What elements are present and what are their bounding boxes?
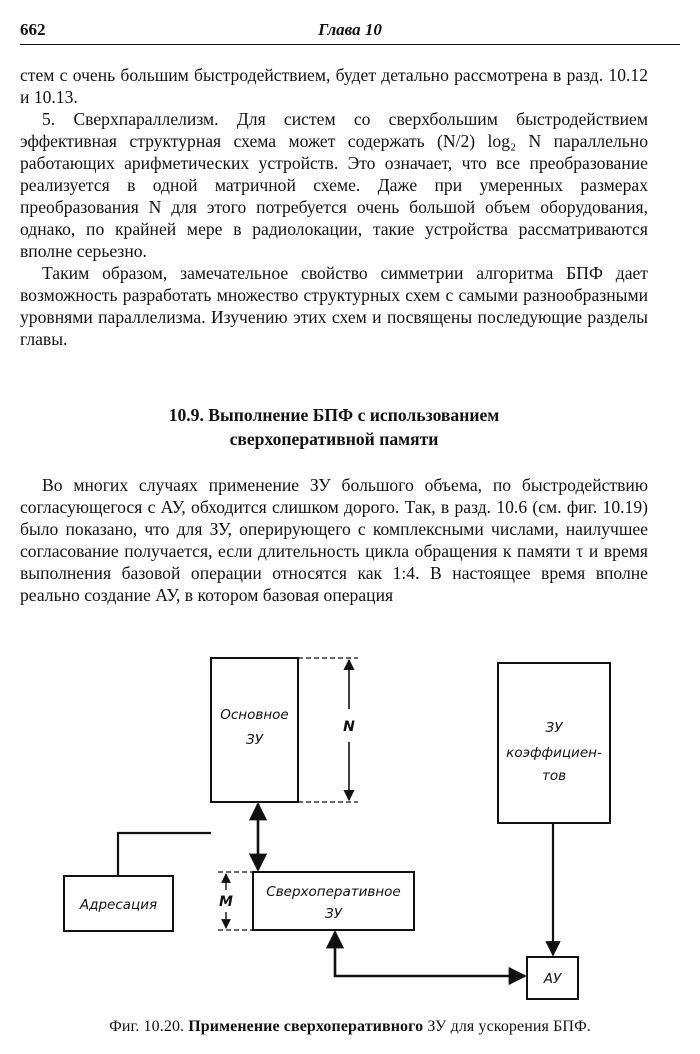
page-number: 662 (20, 20, 46, 39)
cache-memory-label-1: Сверхоперативное (266, 884, 401, 900)
addressing-line (118, 833, 211, 876)
caption-bold: Применение сверхоперативного (188, 1018, 424, 1035)
addressing-label: Адресация (79, 897, 158, 913)
cache-memory-label-2: ЗУ (325, 906, 342, 922)
alu-label: АУ (543, 971, 562, 987)
section-title-line: 10.9. Выполнение БПФ с использованием (168, 405, 500, 425)
cache-alu-bus (335, 932, 525, 976)
running-head: Глава 10 (318, 20, 382, 39)
paragraph: Во многих случаях применение ЗУ большого объема, по быстродействию согласующегося с АУ, обходится слишком дорого. Так, в разд. 10.6 (см. фиг. 10.19) было показано, что для ЗУ, оперирующего с комплексными числами, наилучшее согласование получается, если длительность цикла обращения к памяти τ и время выполнения базовой операции относятся как 1:4. В настоящее время вполне реально создание АУ, в котором базовая операция (20, 475, 648, 605)
section-title-line: сверхоперативной памяти (229, 429, 439, 449)
dim-m-label: M (219, 894, 233, 910)
figure-caption (20, 1018, 680, 1036)
dim-n-label: N (343, 719, 355, 735)
coef-memory-label-3: тов (541, 768, 567, 784)
main-memory-label-1: Основное (220, 707, 289, 723)
caption-rest: ЗУ для ускорения БПФ. (427, 1018, 591, 1035)
main-memory-box (211, 658, 298, 802)
coef-memory-label-1: ЗУ (545, 720, 563, 736)
caption-prefix: Фиг. 10.20. (109, 1018, 185, 1035)
paragraph: Таким образом, замечательное свойство симметрии алгоритма БПФ дает возможность разработать множество структурных схем с самыми разнообразными уровнями параллелизма. Изучению этих схем и посвящены последующие разделы главы. (20, 263, 648, 349)
coef-memory-box (498, 663, 610, 823)
paragraph: 5. Сверхпараллелизм. Для систем со сверхбольшим быстродействием эффективная структурная схема может содержать (N/2) log₂ N параллельно работающих арифметических устройств. Это означает, что все преобразование реализуется в одной матричной схеме. Даже при умеренных размерах преобразования N для этого потребуется очень большой объем оборудования, однако, по крайней мере в радиолокации, такие устройства рассматриваются вполне серьезно. (20, 109, 648, 261)
paragraph: стем с очень большим быстродействием, будет детально рассмотрена в разд. 10.12 и 10.13. (20, 65, 648, 107)
coef-memory-label-2: коэффициен- (506, 745, 602, 761)
main-memory-label-2: ЗУ (246, 732, 263, 748)
